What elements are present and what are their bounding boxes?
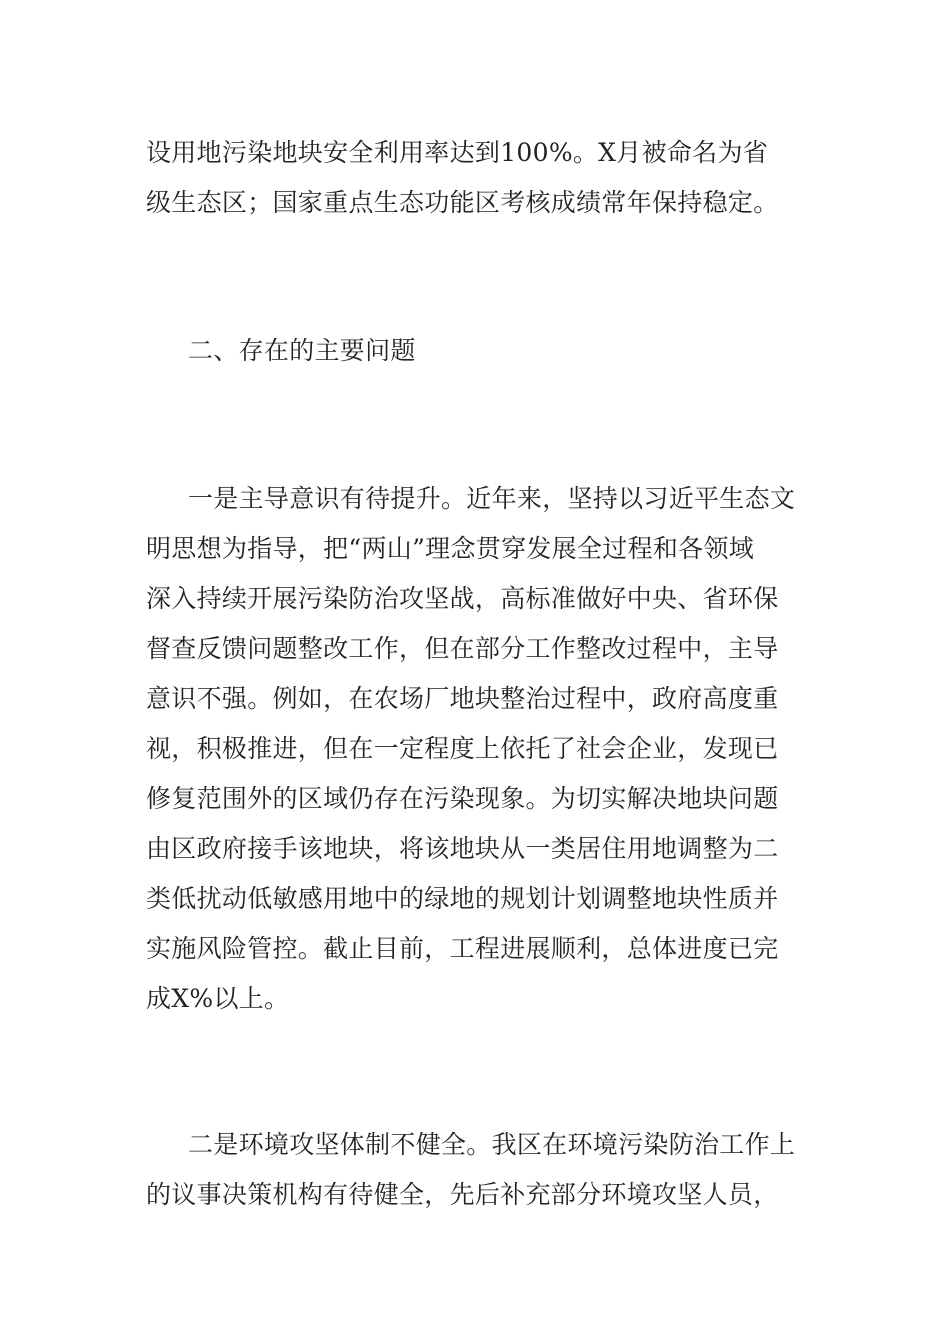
- paragraph-line: 级生态区；国家重点生态功能区考核成绩常年保持稳定。: [146, 188, 779, 217]
- paragraph-line: 修复范围外的区域仍存在污染现象。为切实解决地块问题: [146, 784, 779, 813]
- paragraph-line: 二是环境攻坚体制不健全。我区在环境污染防治工作上: [188, 1130, 796, 1159]
- paragraph-line: 一是主导意识有待提升。近年来，坚持以习近平生态文: [188, 484, 796, 513]
- paragraph-line: 督查反馈问题整改工作，但在部分工作整改过程中，主导: [146, 634, 779, 663]
- paragraph-line: 的议事决策机构有待健全，先后补充部分环境攻坚人员，: [146, 1180, 779, 1209]
- paragraph-line: 成X%以上。: [146, 984, 290, 1013]
- paragraph-line: 意识不强。例如，在农场厂地块整治过程中，政府高度重: [146, 684, 779, 713]
- section-heading: 二、存在的主要问题: [188, 336, 416, 365]
- paragraph-line: 设用地污染地块安全利用率达到100%。X月被命名为省: [146, 138, 769, 167]
- paragraph-line: 实施风险管控。截止目前，工程进展顺利，总体进度已完: [146, 934, 779, 963]
- paragraph-line: 深入持续开展污染防治攻坚战，高标准做好中央、省环保: [146, 584, 779, 613]
- paragraph-line: 明思想为指导，把“两山”理念贯穿发展全过程和各领域: [146, 534, 755, 563]
- paragraph-line: 类低扰动低敏感用地中的绿地的规划计划调整地块性质并: [146, 884, 779, 913]
- paragraph-line: 视，积极推进，但在一定程度上依托了社会企业，发现已: [146, 734, 779, 763]
- paragraph-line: 由区政府接手该地块，将该地块从一类居住用地调整为二: [146, 834, 779, 863]
